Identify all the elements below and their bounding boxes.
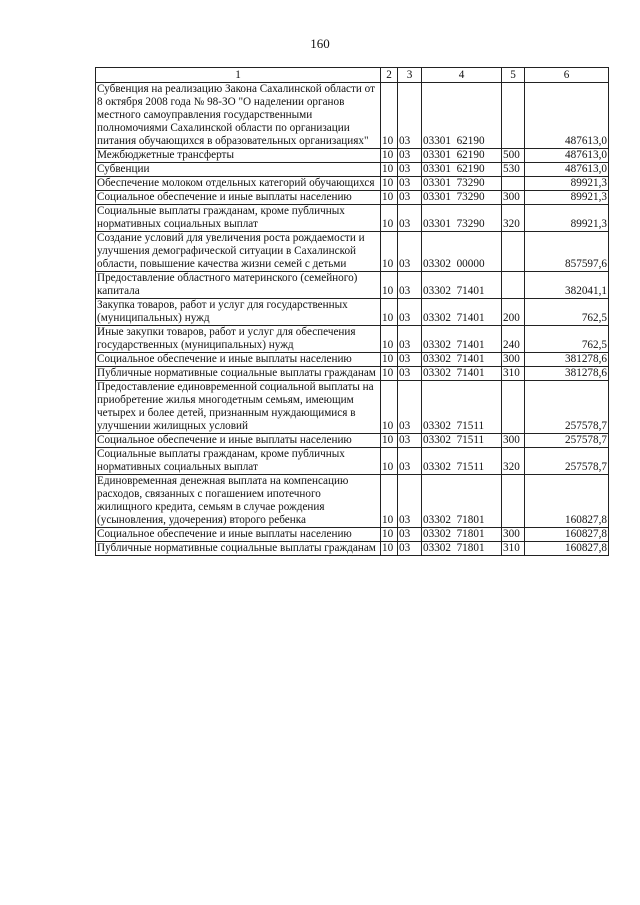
budget-table (95, 67, 609, 556)
row-subsection-cell: 03 (398, 205, 422, 232)
row-expense-type-cell (502, 475, 525, 528)
row-section-cell: 10 (381, 299, 398, 326)
row-target-article-cell: 03301 73290 (422, 191, 502, 205)
row-target-article-cell: 03302 71511 (422, 434, 502, 448)
row-amount-cell: 487613,0 (525, 149, 609, 163)
row-name-cell: Социальное обеспечение и иные выплаты населению (96, 191, 381, 205)
row-amount-cell: 257578,7 (525, 448, 609, 475)
row-section-cell: 10 (381, 448, 398, 475)
table-row (96, 83, 609, 149)
row-expense-type-cell (502, 381, 525, 434)
row-name-cell: Публичные нормативные социальные выплаты гражданам (96, 367, 381, 381)
row-section-cell: 10 (381, 434, 398, 448)
row-section-cell: 10 (381, 381, 398, 434)
table-row (96, 299, 609, 326)
row-target-article-cell: 03302 71401 (422, 299, 502, 326)
row-section-cell: 10 (381, 272, 398, 299)
table-row (96, 381, 609, 434)
row-name-cell: Социальные выплаты гражданам, кроме публичных нормативных социальных выплат (96, 205, 381, 232)
row-amount-cell: 257578,7 (525, 434, 609, 448)
row-expense-type-cell: 300 (502, 191, 525, 205)
row-expense-type-cell: 500 (502, 149, 525, 163)
row-section-cell: 10 (381, 326, 398, 353)
row-target-article-cell: 03302 71401 (422, 367, 502, 381)
row-target-article-cell: 03301 73290 (422, 205, 502, 232)
row-expense-type-cell: 530 (502, 163, 525, 177)
row-amount-cell: 381278,6 (525, 367, 609, 381)
column-header-name: 1 (96, 68, 381, 83)
row-target-article-cell: 03302 71801 (422, 528, 502, 542)
row-target-article-cell: 03301 73290 (422, 177, 502, 191)
table-row (96, 448, 609, 475)
row-section-cell: 10 (381, 83, 398, 149)
row-amount-cell: 160827,8 (525, 528, 609, 542)
table-row (96, 367, 609, 381)
row-target-article-cell: 03301 62190 (422, 83, 502, 149)
row-subsection-cell: 03 (398, 83, 422, 149)
row-amount-cell: 487613,0 (525, 83, 609, 149)
table-row (96, 353, 609, 367)
row-section-cell: 10 (381, 177, 398, 191)
row-section-cell: 10 (381, 367, 398, 381)
row-expense-type-cell: 320 (502, 205, 525, 232)
row-subsection-cell: 03 (398, 149, 422, 163)
row-name-cell: Обеспечение молоком отдельных категорий обучающихся (96, 177, 381, 191)
row-subsection-cell: 03 (398, 191, 422, 205)
row-expense-type-cell: 300 (502, 434, 525, 448)
row-name-cell: Социальное обеспечение и иные выплаты населению (96, 434, 381, 448)
table-row (96, 191, 609, 205)
table-row (96, 232, 609, 272)
table-row (96, 475, 609, 528)
row-name-cell: Социальное обеспечение и иные выплаты населению (96, 353, 381, 367)
row-expense-type-cell: 310 (502, 367, 525, 381)
row-amount-cell: 857597,6 (525, 232, 609, 272)
row-amount-cell: 257578,7 (525, 381, 609, 434)
row-expense-type-cell: 300 (502, 353, 525, 367)
row-expense-type-cell: 240 (502, 326, 525, 353)
row-name-cell: Публичные нормативные социальные выплаты гражданам (96, 542, 381, 556)
row-section-cell: 10 (381, 353, 398, 367)
table-row (96, 163, 609, 177)
row-amount-cell: 762,5 (525, 326, 609, 353)
row-expense-type-cell (502, 177, 525, 191)
row-target-article-cell: 03302 00000 (422, 232, 502, 272)
table-row (96, 149, 609, 163)
row-section-cell: 10 (381, 205, 398, 232)
column-header-target-article: 4 (422, 68, 502, 83)
row-subsection-cell: 03 (398, 272, 422, 299)
row-target-article-cell: 03301 62190 (422, 149, 502, 163)
row-expense-type-cell: 300 (502, 528, 525, 542)
row-amount-cell: 89921,3 (525, 205, 609, 232)
row-subsection-cell: 03 (398, 448, 422, 475)
row-section-cell: 10 (381, 149, 398, 163)
table-row (96, 528, 609, 542)
row-amount-cell: 89921,3 (525, 177, 609, 191)
row-expense-type-cell (502, 272, 525, 299)
row-target-article-cell: 03301 62190 (422, 163, 502, 177)
row-expense-type-cell: 320 (502, 448, 525, 475)
row-name-cell: Иные закупки товаров, работ и услуг для обеспечения государственных (муниципальных) нужд (96, 326, 381, 353)
row-subsection-cell: 03 (398, 528, 422, 542)
row-target-article-cell: 03302 71401 (422, 326, 502, 353)
row-section-cell: 10 (381, 163, 398, 177)
table-row (96, 326, 609, 353)
row-section-cell: 10 (381, 475, 398, 528)
table-body (96, 83, 609, 556)
row-subsection-cell: 03 (398, 381, 422, 434)
row-subsection-cell: 03 (398, 475, 422, 528)
row-name-cell: Межбюджетные трансферты (96, 149, 381, 163)
row-subsection-cell: 03 (398, 177, 422, 191)
column-header-amount: 6 (525, 68, 609, 83)
row-amount-cell: 160827,8 (525, 542, 609, 556)
page-number: 160 (310, 36, 330, 51)
row-expense-type-cell: 310 (502, 542, 525, 556)
row-expense-type-cell: 200 (502, 299, 525, 326)
row-name-cell: Субвенция на реализацию Закона Сахалинской области от 8 октября 2008 года № 98-ЗО "О наделении органов местного самоуправления государственными полномочиями Сахалинской области по организации питания обучающихся в образовательных организациях" (96, 83, 381, 149)
row-section-cell: 10 (381, 542, 398, 556)
table-row (96, 272, 609, 299)
column-header-expense-type: 5 (502, 68, 525, 83)
row-name-cell: Социальное обеспечение и иные выплаты населению (96, 528, 381, 542)
row-name-cell: Создание условий для увеличения роста рождаемости и улучшения демографической ситуации в Сахалинской области, повышение качества жизни семей с детьми (96, 232, 381, 272)
row-target-article-cell: 03302 71511 (422, 381, 502, 434)
row-name-cell: Субвенции (96, 163, 381, 177)
row-name-cell: Предоставление областного материнского (семейного) капитала (96, 272, 381, 299)
row-target-article-cell: 03302 71801 (422, 475, 502, 528)
row-target-article-cell: 03302 71511 (422, 448, 502, 475)
table-row (96, 177, 609, 191)
table-row (96, 434, 609, 448)
row-name-cell: Закупка товаров, работ и услуг для государственных (муниципальных) нужд (96, 299, 381, 326)
table-row (96, 542, 609, 556)
column-header-subsection: 3 (398, 68, 422, 83)
row-expense-type-cell (502, 83, 525, 149)
row-subsection-cell: 03 (398, 232, 422, 272)
row-amount-cell: 762,5 (525, 299, 609, 326)
row-section-cell: 10 (381, 528, 398, 542)
row-section-cell: 10 (381, 191, 398, 205)
row-subsection-cell: 03 (398, 326, 422, 353)
row-subsection-cell: 03 (398, 299, 422, 326)
row-amount-cell: 487613,0 (525, 163, 609, 177)
row-section-cell: 10 (381, 232, 398, 272)
row-amount-cell: 89921,3 (525, 191, 609, 205)
row-amount-cell: 381278,6 (525, 353, 609, 367)
row-name-cell: Единовременная денежная выплата на компенсацию расходов, связанных с погашением ипотечного жилищного кредита, семьям в случае рождения (усыновления, удочерения) второго ребенка (96, 475, 381, 528)
row-target-article-cell: 03302 71401 (422, 353, 502, 367)
row-subsection-cell: 03 (398, 434, 422, 448)
row-name-cell: Предоставление единовременной социальной выплаты на приобретение жилья многодетным семьям, имеющим четырех и более детей, признанным нуждающимися в улучшении жилищных условий (96, 381, 381, 434)
row-amount-cell: 382041,1 (525, 272, 609, 299)
row-subsection-cell: 03 (398, 367, 422, 381)
header-row (96, 68, 609, 83)
row-name-cell: Социальные выплаты гражданам, кроме публичных нормативных социальных выплат (96, 448, 381, 475)
row-target-article-cell: 03302 71401 (422, 272, 502, 299)
column-header-section: 2 (381, 68, 398, 83)
table-row (96, 205, 609, 232)
row-subsection-cell: 03 (398, 163, 422, 177)
row-expense-type-cell (502, 232, 525, 272)
row-target-article-cell: 03302 71801 (422, 542, 502, 556)
row-amount-cell: 160827,8 (525, 475, 609, 528)
row-subsection-cell: 03 (398, 542, 422, 556)
row-subsection-cell: 03 (398, 353, 422, 367)
